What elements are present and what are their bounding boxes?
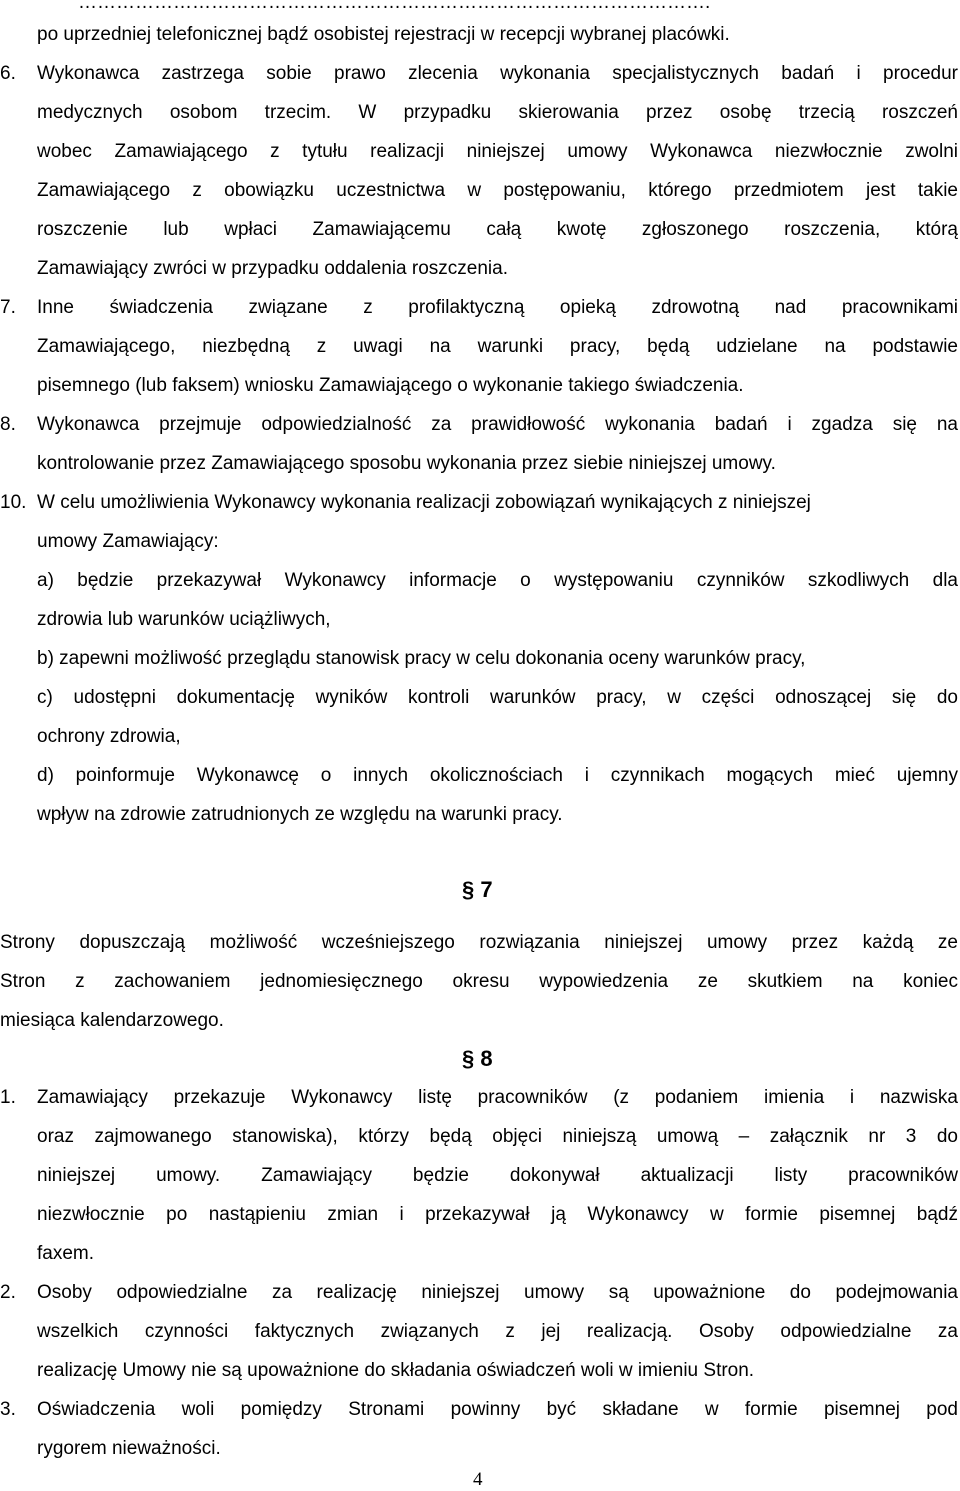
item-7-number: 7. <box>0 297 16 318</box>
item-8-number: 8. <box>0 414 16 435</box>
leader-dots: ………………………………………………………………………………………. <box>78 0 711 13</box>
section-8-item-3-line: Oświadczenia woli pomiędzy Stronami powinny być składane w formie pisemnej pod <box>37 1399 958 1420</box>
section-8-heading: § 8 <box>462 1046 493 1071</box>
section-7-line: Strony dopuszczają możliwość wcześniejszego rozwiązania niniejszej umowy przez każdą ze <box>0 932 958 953</box>
section-8-item-2-line: wszelkich czynności faktycznych związanych z jej realizacją. Osoby odpowiedzialne za <box>37 1321 958 1342</box>
section-7-line: Stron z zachowaniem jednomiesięcznego okresu wypowiedzenia ze skutkiem na koniec <box>0 971 958 992</box>
continuation-line: po uprzedniej telefonicznej bądź osobistej rejestracji w recepcji wybranej placówki. <box>37 24 730 45</box>
item-10-line: a) będzie przekazywał Wykonawcy informacje o występowaniu czynników szkodliwych dla <box>37 570 958 591</box>
section-8-item-3-line: rygorem nieważności. <box>37 1438 221 1459</box>
item-10-line: d) poinformuje Wykonawcę o innych okolicznościach i czynnikach mogących mieć ujemny <box>37 765 958 786</box>
item-6-line: Wykonawca zastrzega sobie prawo zlecenia wykonania specjalistycznych badań i procedur <box>37 63 958 84</box>
section-8-item-1-line: oraz zajmowanego stanowiska), którzy będą objęci niniejszą umową – załącznik nr 3 do <box>37 1126 958 1147</box>
section-8-item-2-line: realizację Umowy nie są upoważnione do składania oświadczeń woli w imieniu Stron. <box>37 1360 755 1381</box>
item-10-line: zdrowia lub warunków uciążliwych, <box>37 609 331 630</box>
section-8-item-1-number: 1. <box>0 1087 16 1108</box>
section-7-heading: § 7 <box>462 877 493 902</box>
section-8-item-1-line: faxem. <box>37 1243 95 1264</box>
item-7-line: Zamawiającego, niezbędną z uwagi na warunki pracy, będą udzielane na podstawie <box>37 336 958 357</box>
item-6-number: 6. <box>0 63 16 84</box>
item-8-line: kontrolowanie przez Zamawiającego sposobu wykonania przez siebie niniejszej umowy. <box>37 453 776 474</box>
section-8-item-2-line: Osoby odpowiedzialne za realizację niniejszej umowy są upoważnione do podejmowania <box>37 1282 958 1303</box>
item-10-line: wpływ na zdrowie zatrudnionych ze względu na warunki pracy. <box>37 804 563 825</box>
item-7-line: pisemnego (lub faksem) wniosku Zamawiającego o wykonanie takiego świadczenia. <box>37 375 744 396</box>
section-8-item-1-line: niezwłocznie po nastąpieniu zmian i przekazywał ją Wykonawcy w formie pisemnej bądź <box>37 1204 958 1225</box>
item-10-line: umowy Zamawiający: <box>37 531 219 552</box>
section-8-item-1-line: Zamawiający przekazuje Wykonawcy listę pracowników (z podaniem imienia i nazwiska <box>37 1087 958 1108</box>
item-10-line: ochrony zdrowia, <box>37 726 181 747</box>
item-6-line: wobec Zamawiającego z tytułu realizacji niniejszej umowy Wykonawca niezwłocznie zwolni <box>37 141 958 162</box>
item-6-line: Zamawiającego z obowiązku uczestnictwa w postępowaniu, którego przedmiotem jest takie <box>37 180 958 201</box>
item-6-line: medycznych osobom trzecim. W przypadku skierowania przez osobę trzecią roszczeń <box>37 102 958 123</box>
item-8-line: Wykonawca przejmuje odpowiedzialność za prawidłowość wykonania badań i zgadza się na <box>37 414 958 435</box>
section-8-item-2-number: 2. <box>0 1282 16 1303</box>
item-6-line: roszczenie lub wpłaci Zamawiającemu całą kwotę zgłoszonego roszczenia, którą <box>37 219 958 240</box>
page-number: 4 <box>473 1469 483 1490</box>
item-10-number: 10. <box>0 492 27 513</box>
item-10-line: W celu umożliwienia Wykonawcy wykonania realizacji zobowiązań wynikających z niniejszej <box>37 492 811 513</box>
item-7-line: Inne świadczenia związane z profilaktyczną opieką zdrowotną nad pracownikami <box>37 297 958 318</box>
section-7-line: miesiąca kalendarzowego. <box>0 1010 224 1031</box>
section-8-item-1-line: niniejszej umowy. Zamawiający będzie dokonywał aktualizacji listy pracowników <box>37 1165 958 1186</box>
item-10-line: c) udostępni dokumentację wyników kontroli warunków pracy, w części odnoszącej się do <box>37 687 958 708</box>
section-8-item-3-number: 3. <box>0 1399 16 1420</box>
item-10-line: b) zapewni możliwość przeglądu stanowisk pracy w celu dokonania oceny warunków pracy, <box>37 648 806 669</box>
item-6-line: Zamawiający zwróci w przypadku oddalenia roszczenia. <box>37 258 508 279</box>
